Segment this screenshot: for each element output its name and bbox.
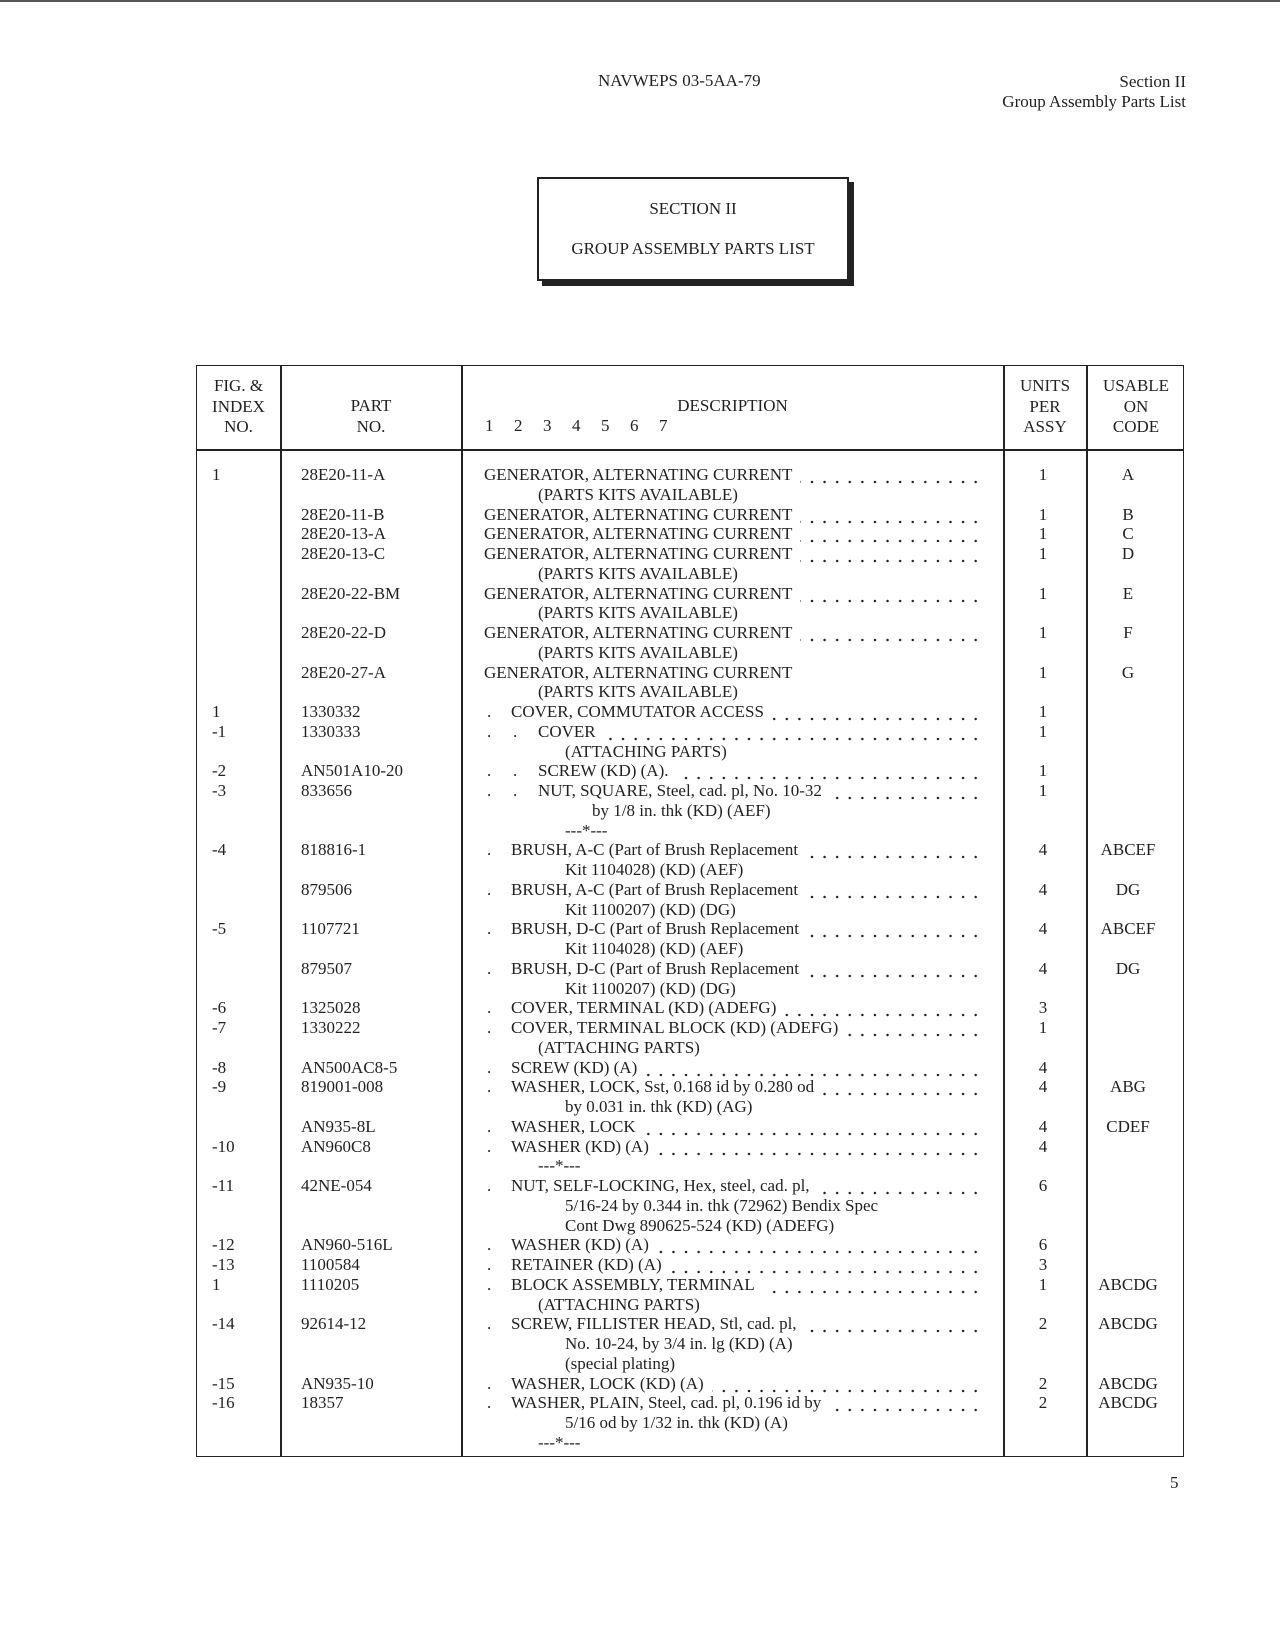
fig-index: -10 [212,1136,235,1156]
table-row [0,1374,1280,1394]
description: WASHER (KD) (A) [511,1136,649,1156]
description: WASHER, LOCK, Sst, 0.168 id by 0.280 od [511,1077,815,1097]
description: WASHER, LOCK [511,1116,636,1136]
description: GENERATOR, ALTERNATING CURRENT [484,544,793,563]
dot-leader [784,998,982,1018]
fig-index: -11 [212,1176,235,1195]
header-text: NO. [356,416,386,436]
table-row [0,702,1280,722]
usable-on-code: ABCEF [1100,919,1156,939]
section-label: Section II [1119,72,1186,91]
scan-edge [0,0,1280,2]
indent-dot: . [487,702,492,721]
dot-leader [604,722,982,742]
part-number: 1330333 [301,721,361,741]
units-per-assy: 4 [1038,958,1048,978]
description: Kit 1104028) (KD) (AEF) [565,860,744,879]
fig-index: -9 [212,1077,227,1097]
dot-leader [763,1275,982,1295]
header-indent-levels: 1 2 3 4 5 6 7 [485,416,668,435]
part-number: 42NE-054 [301,1176,372,1195]
dot-leader [645,1058,982,1078]
dot-leader [805,1314,982,1334]
header-fig-index [197,376,280,438]
description: GENERATOR, ALTERNATING CURRENT [484,504,793,524]
table-row [0,1077,1280,1097]
part-number: 1330332 [301,702,361,721]
description: WASHER, LOCK (KD) (A) [511,1373,704,1393]
units-per-assy: 4 [1038,1116,1048,1136]
description: (PARTS KITS AVAILABLE) [538,642,738,662]
description: ---*--- [565,820,608,840]
indent-dot: . [487,998,492,1018]
units-per-assy: 1 [1038,761,1048,781]
table-row [0,663,1280,683]
description: COVER, TERMINAL BLOCK (KD) (ADEFG) [511,1018,839,1037]
fig-index: -7 [212,1018,227,1037]
part-number: 1325028 [301,998,361,1018]
units-per-assy: 4 [1038,840,1048,860]
table-row [0,1018,1280,1038]
description: GENERATOR, ALTERNATING CURRENT [484,524,793,544]
table-row [0,584,1280,604]
table-row-continuation [0,1413,1280,1433]
header-text: FIG. & [213,376,264,395]
description: Kit 1100207) (KD) (DG) [565,899,736,919]
part-number: AN960-516L [301,1235,393,1255]
header-text: USABLE [1102,376,1170,395]
table-row [0,1176,1280,1196]
fig-index: -2 [212,761,227,781]
table-row-continuation [0,1038,1280,1058]
part-number: 28E20-27-A [301,662,386,682]
header-text: PER [1029,396,1061,416]
description: (ATTACHING PARTS) [538,1294,700,1314]
indent-dot: . [487,1373,492,1393]
dot-leader [800,465,982,485]
dot-leader [670,1255,982,1275]
dot-leader [644,1117,982,1137]
dot-leader [807,959,982,979]
description: BRUSH, A-C (Part of Brush Replacement [511,879,799,899]
table-row-continuation [0,979,1280,999]
fig-index: -3 [212,781,227,800]
usable-on-code: ABCDG [1098,1314,1158,1334]
indent-dot: . [487,721,492,741]
table-row-continuation [0,742,1280,762]
dot-leader [806,840,982,860]
usable-on-code: ABCDG [1098,1393,1158,1413]
part-number: 92614-12 [301,1314,367,1334]
fig-index: -6 [212,998,227,1018]
units-per-assy: 1 [1038,1018,1048,1037]
part-number: 28E20-22-BM [301,583,401,603]
table-row [0,1275,1280,1295]
table-row [0,840,1280,860]
fig-index: 1 [212,465,221,484]
units-per-assy: 1 [1038,721,1048,741]
table-row [0,781,1280,801]
dot-leader [676,761,982,781]
usable-on-code: C [1122,524,1134,544]
description: COVER [538,721,596,741]
fig-index: -15 [212,1373,235,1393]
description: GENERATOR, ALTERNATING CURRENT [484,583,793,603]
indent-dot: . [487,1057,492,1077]
table-row [0,524,1280,544]
indent-dot: . [513,721,518,741]
units-per-assy: 2 [1038,1314,1048,1334]
part-number: 28E20-13-C [301,544,386,563]
indent-dot: . [487,1393,492,1413]
table-row-continuation [0,1196,1280,1216]
units-per-assy: 4 [1038,1057,1048,1077]
table-row-continuation [0,603,1280,623]
part-number: 833656 [301,781,352,800]
indent-dot: . [487,840,492,860]
indent-dot: . [487,1255,492,1274]
table-row-continuation [0,1097,1280,1117]
part-number: AN500AC8-5 [301,1057,398,1077]
table-row-continuation [0,1295,1280,1315]
part-number: 1100584 [301,1255,360,1274]
table-row-continuation [0,1433,1280,1453]
fig-index: -16 [212,1393,235,1413]
units-per-assy: 1 [1038,583,1048,603]
usable-on-code: DG [1115,958,1141,978]
part-number: AN501A10-20 [301,761,403,781]
part-number: 28E20-13-A [301,524,386,544]
fig-index: -4 [212,840,227,860]
units-per-assy: 4 [1038,1136,1048,1156]
header-units-per-assy [1004,376,1086,438]
dot-leader [657,1235,982,1255]
usable-on-code: G [1121,662,1135,682]
dot-leader [807,919,982,939]
description: Kit 1100207) (KD) (DG) [565,978,736,998]
usable-on-code: D [1121,544,1135,563]
fig-index: 1 [212,702,221,721]
usable-on-code: A [1121,465,1135,484]
indent-dot: . [487,1018,492,1037]
fig-index: -13 [212,1255,235,1274]
description: COVER, COMMUTATOR ACCESS [511,702,764,721]
description: BRUSH, D-C (Part of Brush Replacement [511,958,800,978]
indent-dot: . [513,781,518,800]
units-per-assy: 1 [1038,781,1048,800]
dot-leader [822,1077,982,1097]
description: ---*--- [538,1432,581,1452]
table-row-continuation [0,1156,1280,1176]
table-row [0,1255,1280,1275]
usable-on-code: ABCDG [1098,1373,1158,1393]
indent-dot: . [487,1116,492,1136]
units-per-assy: 4 [1038,919,1048,939]
table-row [0,722,1280,742]
table-row [0,1393,1280,1413]
part-number: 28E20-11-A [301,465,386,484]
dot-leader [800,544,982,564]
description: by 1/8 in. thk (KD) (AEF) [592,800,771,820]
table-row [0,1117,1280,1137]
header-text: ASSY [1023,417,1067,436]
table-row-continuation [0,1334,1280,1354]
table-row [0,465,1280,485]
usable-on-code: B [1122,504,1134,524]
part-number: AN935-8L [301,1116,376,1136]
table-row [0,623,1280,643]
usable-on-code: ABG [1110,1077,1146,1097]
part-number: 879506 [301,879,352,899]
description: (PARTS KITS AVAILABLE) [538,682,738,702]
units-per-assy: 4 [1038,1077,1048,1097]
indent-dot: . [487,1136,492,1156]
page-number: 5 [1170,1473,1179,1492]
units-per-assy: 4 [1038,879,1048,899]
units-per-assy: 3 [1038,998,1048,1018]
dot-leader [800,584,982,604]
table-row [0,1058,1280,1078]
header-text: ON [1123,396,1149,416]
table-row [0,761,1280,781]
description: Kit 1104028) (KD) (AEF) [565,939,744,958]
table-row [0,544,1280,564]
table-row-continuation [0,1354,1280,1374]
part-number: AN960C8 [301,1136,371,1156]
description: WASHER (KD) (A) [511,1235,649,1255]
indent-dot: . [487,919,492,939]
header-description: DESCRIPTION [677,396,788,415]
fig-index: -14 [212,1314,235,1334]
part-number: 819001-008 [301,1077,384,1097]
dot-leader [830,781,982,801]
units-per-assy: 2 [1038,1393,1048,1413]
usable-on-code: ABCDG [1098,1274,1158,1294]
table-row [0,998,1280,1018]
units-per-assy: 1 [1038,662,1048,682]
part-number: 879507 [301,958,352,978]
units-per-assy: 6 [1038,1176,1048,1195]
table-row-continuation [0,900,1280,920]
table-row-continuation [0,801,1280,821]
units-per-assy: 1 [1038,1274,1048,1294]
description: (special plating) [565,1353,675,1373]
table-row [0,1235,1280,1255]
description: (ATTACHING PARTS) [538,1037,700,1057]
part-number: 28E20-22-D [301,623,386,642]
dot-leader [772,702,982,722]
table-row-continuation [0,643,1280,663]
units-per-assy: 1 [1038,623,1048,642]
table-row [0,919,1280,939]
table-row [0,1314,1280,1334]
dot-leader [800,505,982,525]
units-per-assy: 1 [1038,524,1048,544]
section-box-line2: GROUP ASSEMBLY PARTS LIST [571,239,815,258]
description: by 0.031 in. thk (KD) (AG) [565,1097,753,1116]
header-text: UNITS [1019,376,1071,395]
units-per-assy: 1 [1038,544,1048,563]
document-number: NAVWEPS 03-5AA-79 [598,71,761,90]
section-title-box [537,177,849,281]
indent-dot: . [487,1077,492,1097]
description: (ATTACHING PARTS) [565,741,727,761]
units-per-assy: 6 [1038,1235,1048,1255]
indent-dot: . [487,761,492,781]
table-row-continuation [0,485,1280,505]
header-text: CODE [1112,417,1160,436]
description: 5/16 od by 1/32 in. thk (KD) (A) [565,1413,788,1432]
fig-index: -8 [212,1057,227,1077]
fig-index: 1 [212,1274,221,1294]
description: RETAINER (KD) (A) [511,1255,662,1274]
description: BLOCK ASSEMBLY, TERMINAL [511,1274,755,1294]
description: NUT, SQUARE, Steel, cad. pl, No. 10-32 [538,781,822,800]
description: 5/16-24 by 0.344 in. thk (72962) Bendix Spec [565,1195,879,1215]
usable-on-code: DG [1115,879,1141,899]
description: SCREW (KD) (A). [538,761,669,781]
description: (PARTS KITS AVAILABLE) [538,603,738,623]
description: SCREW, FILLISTER HEAD, Stl, cad. pl, [511,1314,797,1334]
table-row [0,505,1280,525]
description: COVER, TERMINAL (KD) (ADEFG) [511,998,777,1018]
description: GENERATOR, ALTERNATING CURRENT [484,623,793,642]
header-usable-on-code [1087,376,1185,438]
header-text: PART [350,396,392,415]
dot-leader [800,623,982,643]
description: SCREW (KD) (A) [511,1057,638,1077]
part-number: 1107721 [301,919,360,939]
table-row [0,1137,1280,1157]
usable-on-code: F [1123,623,1133,642]
description: GENERATOR, ALTERNATING CURRENT [484,662,793,682]
indent-dot: . [487,958,492,978]
description: Cont Dwg 890625-524 (KD) (ADEFG) [565,1215,835,1235]
dot-leader [818,1176,982,1196]
usable-on-code: E [1122,583,1134,603]
usable-on-code: ABCEF [1100,840,1156,860]
table-row-continuation [0,682,1280,702]
description: NUT, SELF-LOCKING, Hex, steel, cad. pl, [511,1176,810,1195]
description: (PARTS KITS AVAILABLE) [538,484,738,504]
description: BRUSH, A-C (Part of Brush Replacement [511,840,799,860]
table-row-continuation [0,1216,1280,1236]
fig-index: -1 [212,721,227,741]
table-row [0,880,1280,900]
indent-dot: . [487,1176,492,1195]
dot-leader [829,1393,982,1413]
part-number: AN935-10 [301,1373,374,1393]
header-part-no [281,396,461,437]
fig-index: -12 [212,1235,235,1255]
table-row-continuation [0,564,1280,584]
units-per-assy: 2 [1038,1373,1048,1393]
description: WASHER, PLAIN, Steel, cad. pl, 0.196 id by [511,1393,822,1413]
section-box-line1: SECTION II [649,199,737,218]
header-text: INDEX [212,396,265,416]
indent-dot: . [487,1314,492,1334]
description: GENERATOR, ALTERNATING CURRENT [484,465,793,484]
dot-leader [800,524,982,544]
units-per-assy: 3 [1038,1255,1048,1274]
table-row [0,959,1280,979]
header-text: NO. [224,417,253,436]
dot-leader [846,1018,982,1038]
units-per-assy: 1 [1038,465,1048,484]
usable-on-code: CDEF [1106,1116,1150,1136]
description: (PARTS KITS AVAILABLE) [538,563,738,583]
units-per-assy: 1 [1038,702,1048,721]
indent-dot: . [487,781,492,800]
part-number: 818816-1 [301,840,367,860]
units-per-assy: 1 [1038,504,1048,524]
part-number: 1330222 [301,1018,361,1037]
dot-leader [712,1374,982,1394]
part-number: 28E20-11-B [301,504,385,524]
header-divider [197,449,1183,451]
table-row-continuation [0,939,1280,959]
section-title: Group Assembly Parts List [1002,92,1186,111]
indent-dot: . [487,1274,492,1294]
table-row-continuation [0,860,1280,880]
part-number: 18357 [301,1393,344,1413]
indent-dot: . [487,879,492,899]
indent-dot: . [513,761,518,781]
description: No. 10-24, by 3/4 in. lg (KD) (A) [565,1334,793,1353]
dot-leader [806,880,982,900]
indent-dot: . [487,1235,492,1255]
description: BRUSH, D-C (Part of Brush Replacement [511,919,800,939]
description: ---*--- [538,1156,581,1176]
part-number: 1110205 [301,1274,360,1294]
table-row-continuation [0,821,1280,841]
fig-index: -5 [212,919,227,939]
dot-leader [657,1137,982,1157]
